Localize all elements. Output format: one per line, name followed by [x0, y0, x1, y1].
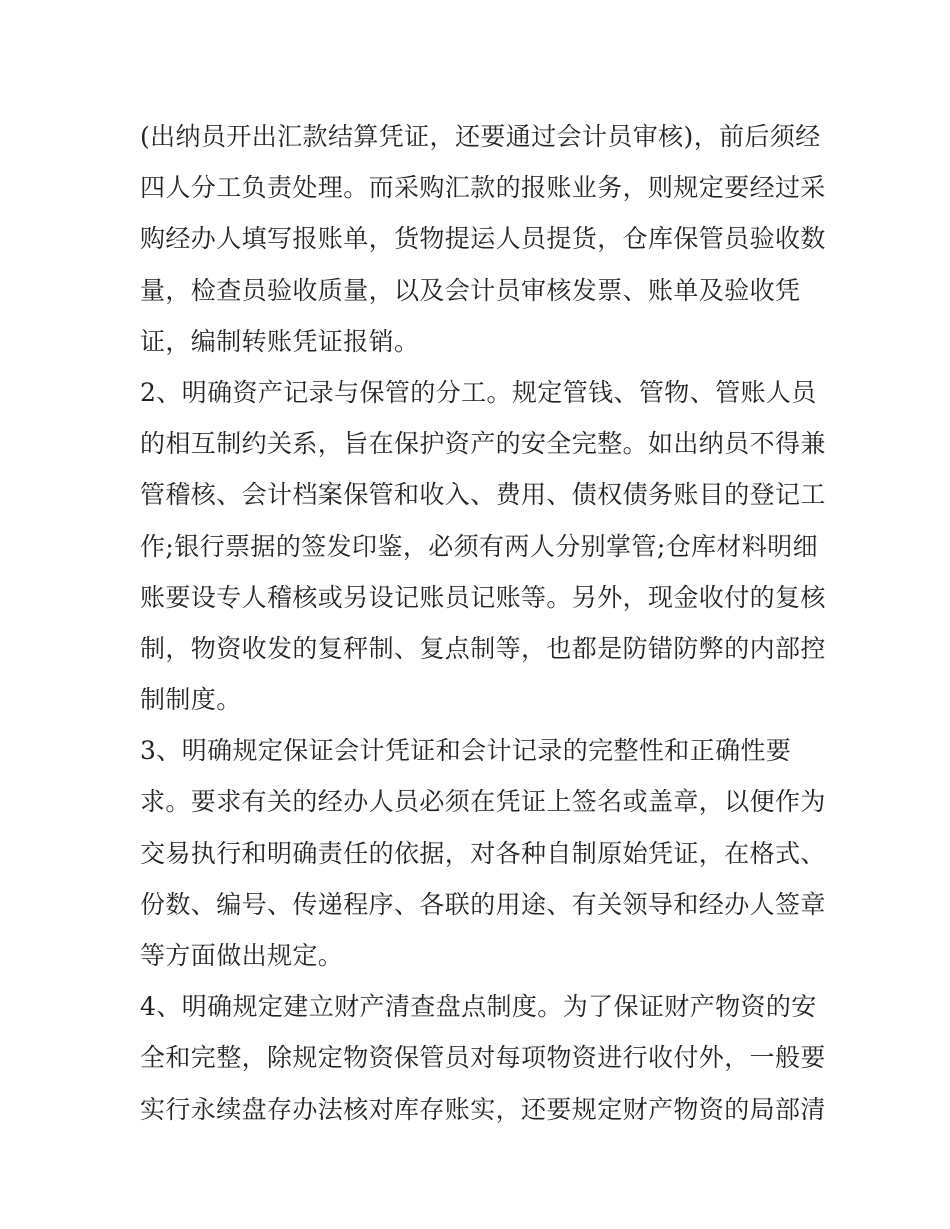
text-line: 全和完整，除规定物资保管员对每项物资进行收付外，一般要 [140, 1043, 826, 1073]
text-line: 求。要求有关的经办人员必须在凭证上签名或盖章，以便作为 [140, 787, 826, 817]
text-line: 2、明确资产记录与保管的分工。规定管钱、管物、管账人员 [140, 377, 817, 407]
text-line: 制制度。 [140, 685, 242, 715]
text-line: 的相互制约关系，旨在保护资产的安全完整。如出纳员不得兼 [140, 429, 826, 459]
text-line: 量，检查员验收质量，以及会计员审核发票、账单及验收凭 [140, 275, 801, 305]
text-line: 账要设专人稽核或另设记账员记账等。另外，现金收付的复核 [140, 582, 826, 612]
text-line: 制，物资收发的复秤制、复点制等，也都是防错防弊的内部控 [140, 633, 826, 663]
text-line: 份数、编号、传递程序、各联的用途、有关领导和经办人签章 [140, 889, 826, 919]
text-line: (出纳员开出汇款结算凭证，还要通过会计员审核)，前后须经 [140, 122, 821, 151]
text-line: 实行永续盘存办法核对库存账实，还要规定财产物资的局部清 [140, 1094, 826, 1124]
text-line: 购经办人填写报账单，货物提运人员提货，仓库保管员验收数 [140, 224, 826, 254]
document-body [140, 111, 830, 1135]
text-line: 证，编制转账凭证报销。 [140, 326, 420, 356]
text-line: 4、明确规定建立财产清查盘点制度。为了保证财产物资的安 [140, 992, 817, 1022]
text-line: 3、明确规定保证会计凭证和会计记录的完整性和正确性要 [140, 736, 792, 766]
text-line: 管稽核、会计档案保管和收入、费用、债权债务账目的登记工 [140, 480, 826, 510]
text-line: 交易执行和明确责任的依据，对各种自制原始凭证，在格式、 [140, 838, 826, 868]
text-line: 等方面做出规定。 [140, 941, 344, 970]
text-line: 四人分工负责处理。而采购汇款的报账业务，则规定要经过采 [140, 173, 826, 203]
text-line: 作;银行票据的签发印鉴，必须有两人分别掌管;仓库材料明细 [140, 531, 819, 561]
